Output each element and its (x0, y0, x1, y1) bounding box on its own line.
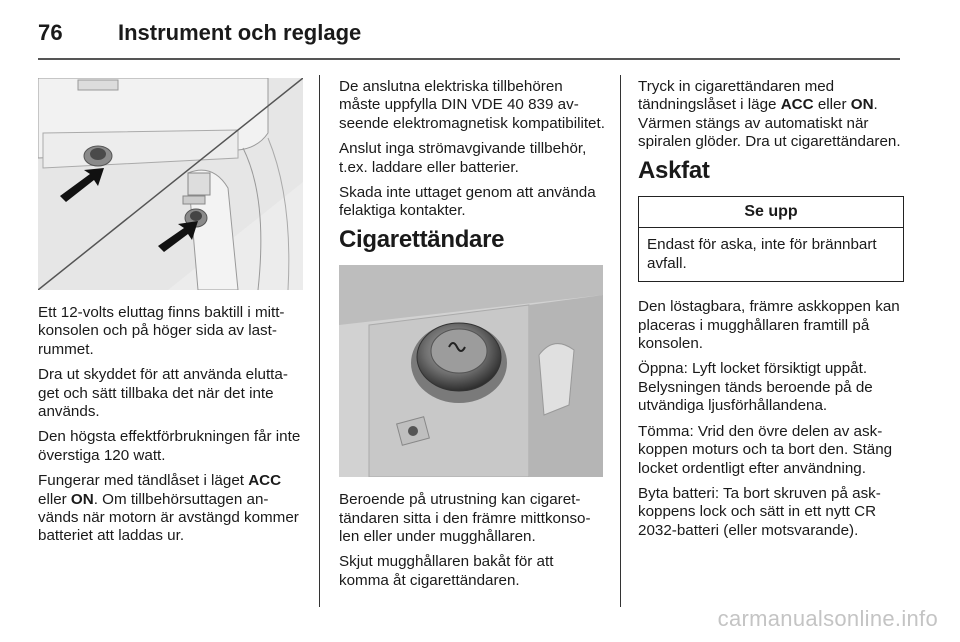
watermark: carmanualsonline.info (717, 606, 938, 631)
cigarette-lighter-drawing (339, 265, 603, 477)
caution-title: Se upp (639, 197, 903, 228)
no-charger-text: Anslut inga strömavgivande tillbehör, t.ex. laddare eller batterier. (339, 140, 587, 176)
din-standard-text: De anslutna elektriska tillbehören måste uppfylla DIN VDE 40 839 avseende elektromagnetisk kompatibilitet. (339, 78, 605, 132)
ashtray-empty-text: Tömma: Vrid den övre delen av askkoppen moturs och ta bort den. Stäng locket ordentligt efter användning. (638, 422, 893, 477)
caution-box (638, 196, 904, 282)
lighter-usage-text: Tryck in cigarettändaren med tändningslåset i läge ACC eller ON. Värmen stängs av automatiskt när spiralen glöder. Dra ut cigarettändaren. (638, 78, 901, 151)
ashtray-heading: Askfat (638, 156, 710, 184)
header-rule (38, 58, 900, 60)
cigarette-lighter-photo (339, 265, 603, 477)
outlet-power-limit-text: Den högsta effektförbrukningen får inte överstiga 120 watt. (38, 428, 301, 464)
page-title: Instrument och reglage (118, 20, 362, 45)
slide-cupholder-text: Skjut mugghållaren bakåt för att komma åt cigarettändaren. (339, 553, 554, 589)
cigarette-lighter-heading: Cigarettändare (339, 225, 505, 253)
column-2 (339, 78, 605, 597)
column-divider-1 (319, 75, 320, 607)
page-number: 76 (38, 20, 63, 45)
power-outlet-drawing (38, 78, 303, 290)
ashtray-open-text: Öppna: Lyft locket försiktigt uppåt. Belysningen tänds beroende på de utvändiga ljusförhållandena. (638, 360, 873, 415)
ashtray-battery-text: Byta batteri: Ta bort skruven på askkoppens lock och sätt in ett nytt CR 2032-batteri (eller motsvarande). (638, 484, 881, 539)
outlet-cover-text: Dra ut skyddet för att använda eluttaget och sätt tillbaka det när det inte används. (38, 366, 288, 421)
plug-warning-text: Skada inte uttaget genom att använda felaktiga kontakter. (339, 184, 596, 220)
page-header (0, 0, 960, 62)
caution-body: Endast för aska, inte för brännbart avfall. (647, 236, 877, 272)
column-divider-2 (620, 75, 621, 607)
power-outlet-illustration (38, 78, 303, 290)
ashtray-placement-text: Den löstagbara, främre askkoppen kan placeras i mugghållaren framtill på konsolen. (638, 298, 900, 353)
lighter-location-text: Beroende på utrustning kan cigarettändaren sitta i den främre mittkonsolen eller under mugghållaren. (339, 491, 591, 546)
column-3 (638, 78, 904, 547)
outlet-ignition-text: Fungerar med tändlåset i läget ACC eller ON. Om tillbehörsuttagen används när motorn är avstängd kommer batteriet att laddas ur. (38, 472, 299, 545)
outlet-location-text: Ett 12-volts eluttag finns baktill i mittkonsolen och på höger sida av lastrummet. (38, 304, 285, 358)
column-1 (38, 78, 303, 553)
